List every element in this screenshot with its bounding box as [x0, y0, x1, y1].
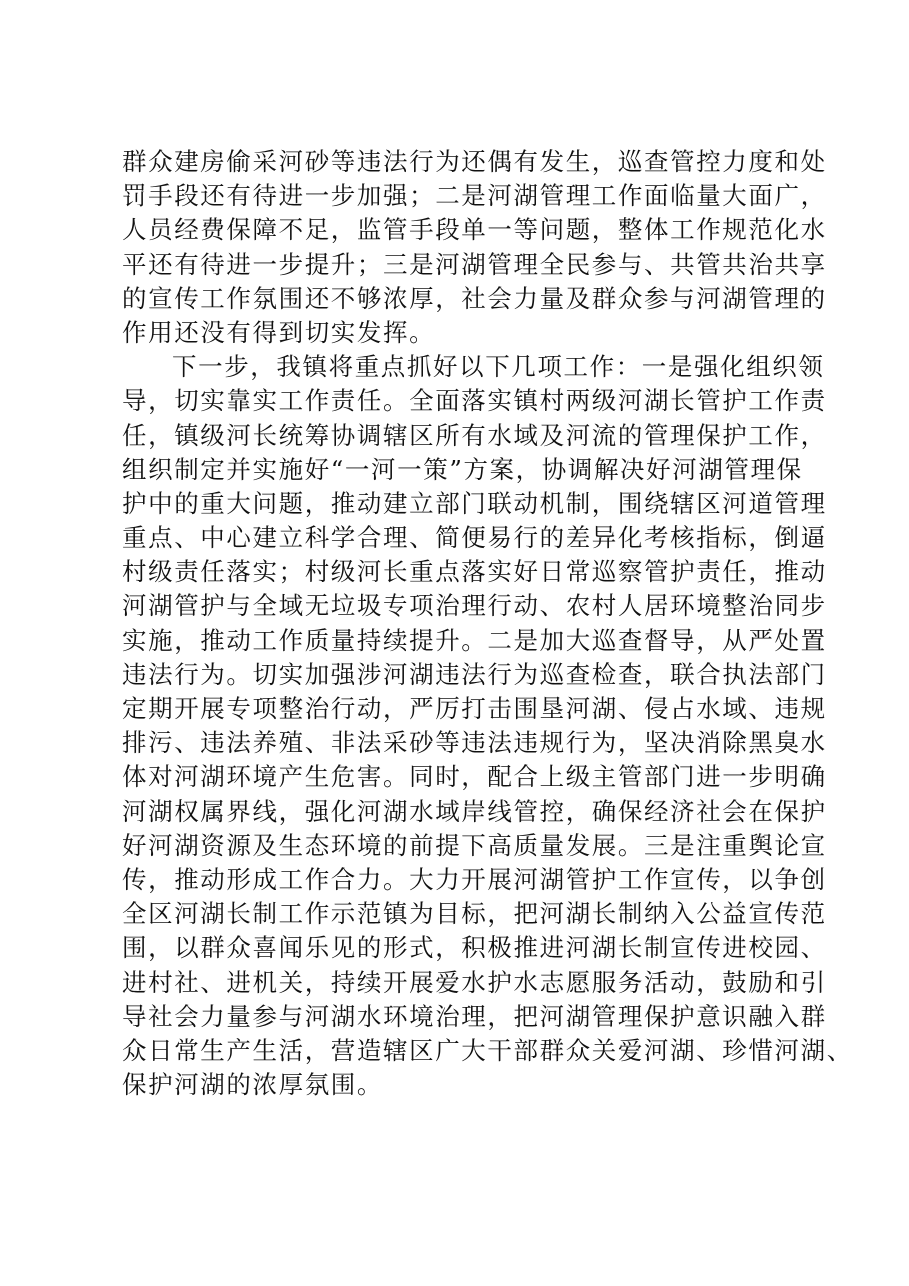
- text-line: 导，切实靠实工作责任。全面落实镇村两级河湖长管护工作责: [122, 386, 827, 416]
- text-line: 违法行为。切实加强涉河湖违法行为巡查检查，联合执法部门: [122, 659, 827, 689]
- text-line: 任，镇级河长统筹协调辖区所有水域及河流的管理保护工作，: [122, 420, 827, 450]
- text-line: 护中的重大问题，推动建立部门联动机制，围绕辖区河道管理: [122, 488, 827, 518]
- text-line: 组织制定并实施好“一河一策”方案，协调解决好河湖管理保: [122, 454, 803, 484]
- text-line: 全区河湖长制工作示范镇为目标，把河湖长制纳入公益宣传范: [122, 899, 827, 929]
- text-line: 的宣传工作氛围还不够浓厚，社会力量及群众参与河湖管理的: [122, 283, 827, 313]
- text-line: 下一步，我镇将重点抓好以下几项工作：一是强化组织领: [172, 352, 825, 382]
- text-line: 村级责任落实；村级河长重点落实好日常巡察管护责任，推动: [122, 557, 827, 587]
- text-line: 重点、中心建立科学合理、简便易行的差异化考核指标，倒逼: [122, 523, 827, 553]
- text-line: 保护河湖的浓厚氛围。: [122, 1070, 383, 1100]
- text-line: 排污、违法养殖、非法采砂等违法违规行为，坚决消除黑臭水: [122, 728, 827, 758]
- text-line: 好河湖资源及生态环境的前提下高质量发展。三是注重舆论宣: [122, 830, 827, 860]
- text-line: 众日常生产生活，营造辖区广大干部群众关爱河湖、珍惜河湖、: [122, 1035, 853, 1065]
- paragraph: [122, 350, 853, 1102]
- paragraph: [122, 145, 827, 350]
- text-line: 进村社、进机关，持续开展爱水护水志愿服务活动，鼓励和引: [122, 967, 827, 997]
- text-line: 定期开展专项整治行动，严厉打击围垦河湖、侵占水域、违规: [122, 694, 827, 723]
- text-line: 围，以群众喜闻乐见的形式，积极推进河湖长制宣传进校园、: [122, 933, 827, 963]
- text-line: 河湖管护与全域无垃圾专项治理行动、农村人居环境整治同步: [122, 591, 827, 621]
- text-line: 罚手段还有待进一步加强；二是河湖管理工作面临量大面广，: [122, 181, 827, 211]
- text-line: 传，推动形成工作合力。大力开展河湖管护工作宣传，以争创: [122, 864, 827, 894]
- text-line: 作用还没有得到切实发挥。: [122, 317, 436, 347]
- text-line: 实施，推动工作质量持续提升。二是加大巡查督导，从严处置: [122, 625, 827, 655]
- text-line: 平还有待进一步提升；三是河湖管理全民参与、共管共治共享: [122, 249, 827, 279]
- text-line: 河湖权属界线，强化河湖水域岸线管控，确保经济社会在保护: [122, 796, 827, 826]
- text-line: 体对河湖环境产生危害。同时，配合上级主管部门进一步明确: [122, 762, 827, 792]
- text-line: 人员经费保障不足，监管手段单一等问题，整体工作规范化水: [122, 215, 827, 245]
- text-line: 群众建房偷采河砂等违法行为还偶有发生，巡查管控力度和处: [122, 147, 827, 176]
- text-line: 导社会力量参与河湖水环境治理，把河湖管理保护意识融入群: [122, 1001, 827, 1031]
- document-body: [122, 145, 853, 1102]
